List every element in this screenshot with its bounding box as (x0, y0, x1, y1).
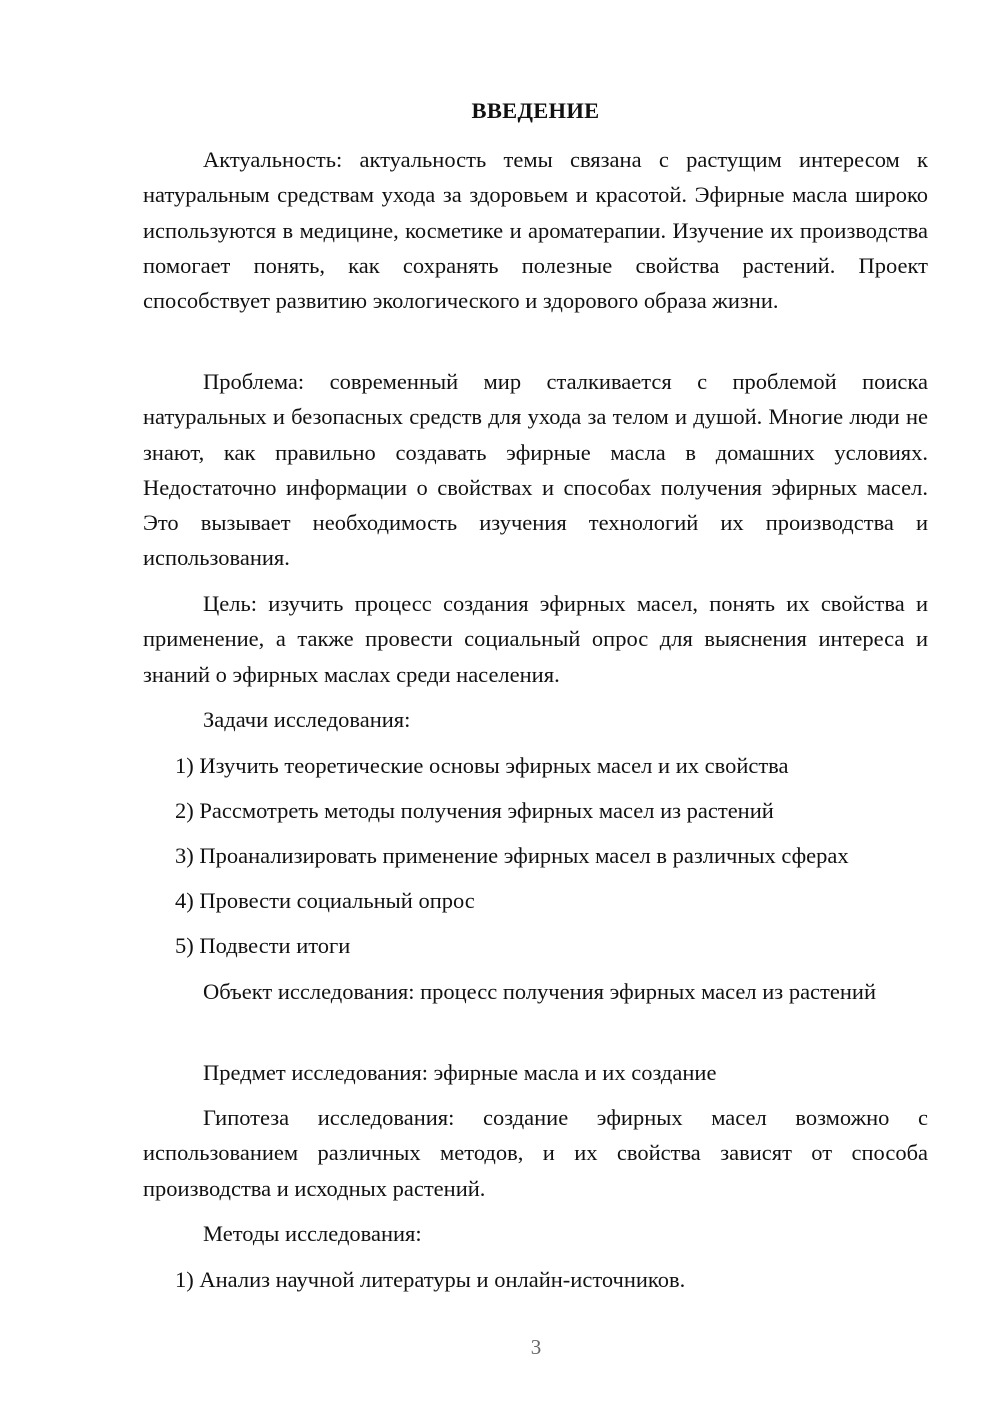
goal-paragraph: Цель: изучить процесс создания эфирных масел, понять их свойства и применение, а также провести социальный опрос для выяснения интереса и знаний о эфирных маслах среди населения. (143, 591, 928, 687)
object-paragraph: Объект исследования: процесс получения эфирных масел из растений (203, 979, 876, 1004)
task-item: 1) Изучить теоретические основы эфирных масел и их свойства (175, 753, 789, 778)
problem-paragraph: Проблема: современный мир сталкивается с проблемой поиска натуральных и безопасных средств для ухода за телом и душой. Многие люди не знают, как правильно создавать эфирные масла в домашних условиях. Недостаточно информации о свойствах и способах получения эфирных масел. Это вызывает необходимость изучения технологий их производства и использования. (143, 369, 928, 571)
tasks-title: Задачи исследования: (203, 707, 411, 732)
task-item: 4) Провести социальный опрос (175, 888, 475, 913)
relevance-paragraph: Актуальность: актуальность темы связана с растущим интересом к натуральным средствам ухода за здоровьем и красотой. Эфирные масла широко используются в медицине, косметике и ароматерапии. Изучение их производства помогает понять, как сохранять полезные свойства растений. Проект способствует развитию экологического и здорового образа жизни. (143, 147, 928, 314)
method-item: 1) Анализ научной литературы и онлайн-источников. (175, 1267, 686, 1292)
page-heading: ВВЕДЕНИЕ (471, 98, 600, 123)
task-item: 3) Проанализировать применение эфирных масел в различных сферах (175, 843, 849, 868)
subject-paragraph: Предмет исследования: эфирные масла и их создание (203, 1060, 717, 1085)
methods-title: Методы исследования: (203, 1221, 422, 1246)
task-item: 5) Подвести итоги (175, 933, 351, 958)
hypothesis-paragraph: Гипотеза исследования: создание эфирных масел возможно с использованием различных методов, и их свойства зависят от способа производства и исходных растений. (143, 1105, 928, 1201)
page-number: 3 (530, 1335, 542, 1359)
task-item: 2) Рассмотреть методы получения эфирных масел из растений (175, 798, 774, 823)
